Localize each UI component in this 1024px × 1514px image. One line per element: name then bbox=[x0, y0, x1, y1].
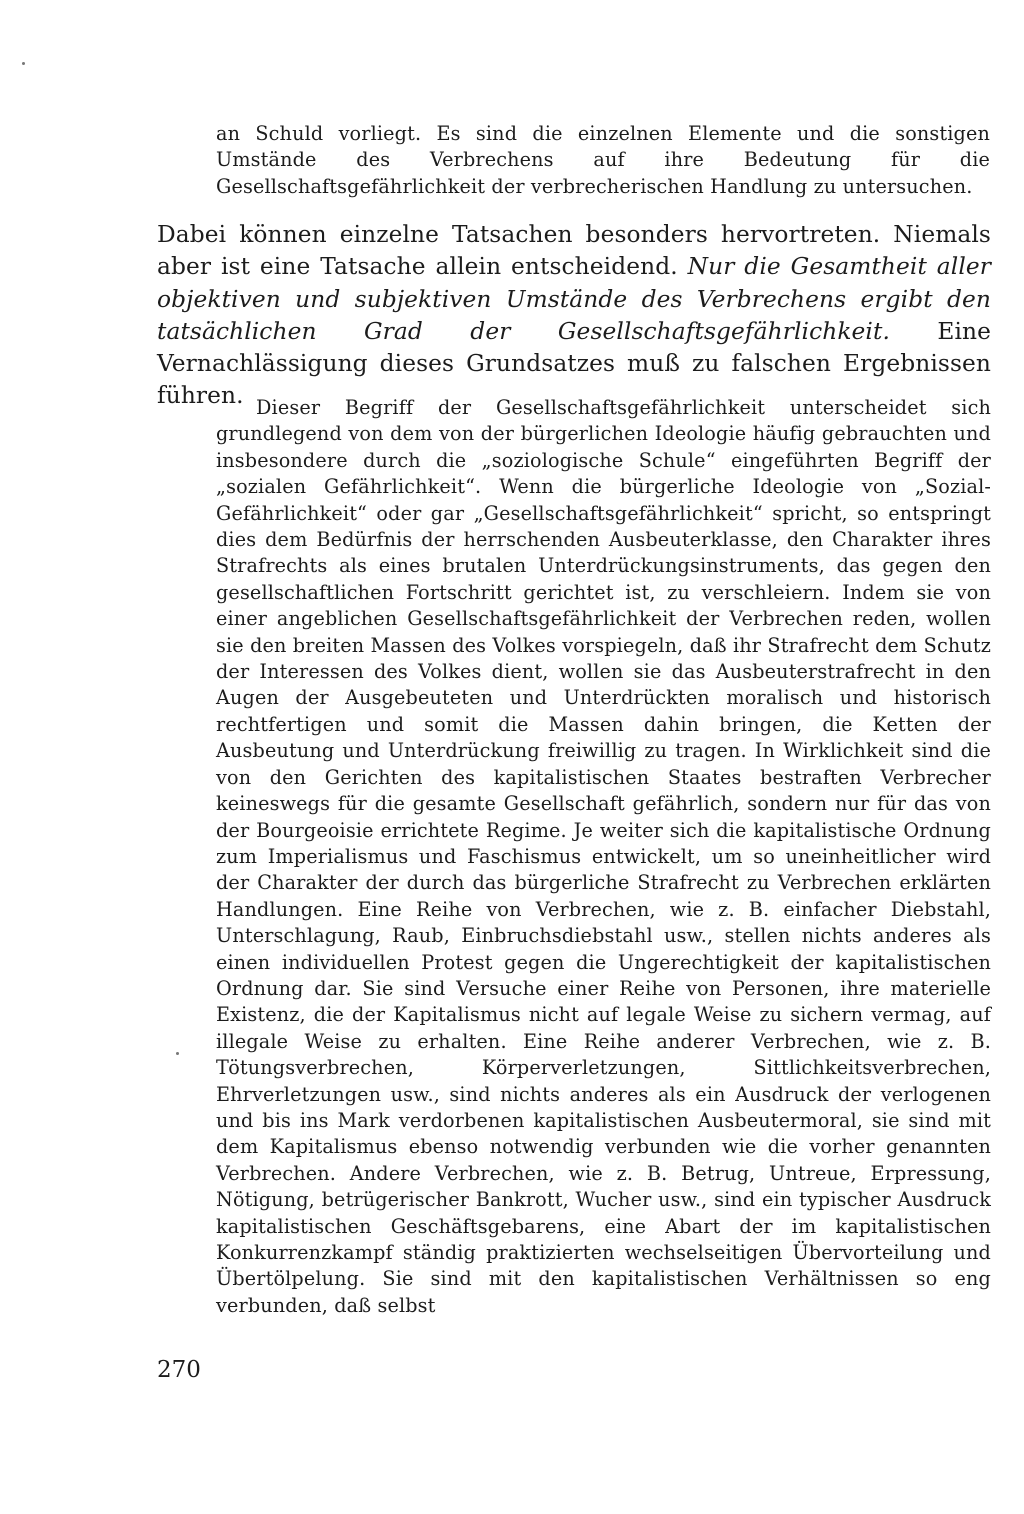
page-number: 270 bbox=[157, 1357, 201, 1383]
paragraph-middle-text-before: Dabei können einzelne Tatsachen besonders hervortreten. Niemals aber ist eine Tatsache allein entscheidend. bbox=[157, 221, 991, 281]
paragraph-middle-italic-emphasis: Nur die Gesamtheit aller objektiven und subjektiven Umstände des Verbrechens ergibt den tatsächlichen Grad der Gesellschaftsgefährlichkeit. bbox=[157, 253, 991, 345]
paragraph-long: Dieser Begriff der Gesellschaftsgefährlichkeit unterscheidet sich grundlegend von dem von der bürgerlichen Ideologie häufig gebrauchten und insbesondere durch die „soziologische Schule“ eingeführten Begriff der „sozialen Gefährlichkeit“. Wenn die bürgerliche Ideologie von „Sozial-Gefährlichkeit“ oder gar „Gesellschaftsgefährlichkeit“ spricht, so entspringt dies dem Bedürfnis der herrschenden Ausbeuterklasse, den Charakter ihres Strafrechts als eines brutalen Unterdrückungsinstruments, das gegen den gesellschaftlichen Fortschritt gerichtet ist, zu verschleiern. Indem sie von einer angeblichen Gesellschaftsgefährlichkeit der Verbrechen reden, wollen sie den breiten Massen des Volkes vorspiegeln, daß ihr Strafrecht dem Schutz der Interessen des Volkes dient, wollen sie das Ausbeuterstrafrecht in den Augen der Ausgebeuteten und Unterdrückten moralisch und historisch rechtfertigen und somit die Massen dahin bringen, die Ketten der Ausbeutung und Unterdrückung freiwillig zu tragen. In Wirklichkeit sind die von den Gerichten des kapitalistischen Staates bestraften Verbrecher keineswegs für die gesamte Gesellschaft gefährlich, sondern nur für das von der Bourgeoisie errichtete Regime. Je weiter sich die kapitalistische Ordnung zum Imperialismus und Faschismus entwickelt, um so uneinheitlicher wird der Charakter der durch das bürgerliche Strafrecht zu Verbrechen erklärten Handlungen. Eine Reihe von Verbrechen, wie z. B. einfacher Diebstahl, Unterschlagung, Raub, Einbruchsdiebstahl usw., stellen nichts anderes als einen individuellen Protest gegen die Ungerechtigkeit der kapitalistischen Ordnung dar. Sie sind Versuche einer Reihe von Personen, ihre materielle Existenz, die der Kapitalismus nicht auf legale Weise zu sichern vermag, auf illegale Weise zu erhalten. Eine Reihe anderer Verbrechen, wie z. B. Tötungsverbrechen, Körperverletzungen, Sittlichkeitsverbrechen, Ehrverletzungen usw., sind nichts anderes als ein Ausdruck der verlogenen und bis ins Mark verdorbenen kapitalistischen Ausbeutermoral, sie sind mit dem Kapitalismus ebenso notwendig verbunden wie die vorher genannten Verbrechen. Andere Verbrechen, wie z. B. Betrug, Untreue, Erpressung, Nötigung, betrügerischer Bankrott, Wucher usw., sind ein typischer Ausdruck kapitalistischen Geschäftsgebarens, eine Abart der im kapitalistischen Konkurrenzkampf ständig praktizierten wechselseitigen Übervorteilung und Übertölpelung. Sie sind mit den kapitalistischen Verhältnissen so eng verbunden, daß selbst bbox=[216, 396, 991, 1317]
scan-speck bbox=[22, 62, 25, 65]
paragraph-middle-text-after: Eine Vernachlässigung dieses Grundsatzes muß zu falschen Ergebnissen führen. bbox=[157, 317, 992, 410]
paragraph-top: an Schuld vorliegt. Es sind die einzelnen Elemente und die sonstigen Umstände des Verbrechens auf ihre Bedeutung für die Gesellschaftsgefährlichkeit der verbrecherischen Handlung zu untersuchen. bbox=[216, 122, 990, 198]
scan-speck bbox=[176, 1052, 179, 1055]
paragraph-middle bbox=[157, 219, 991, 413]
